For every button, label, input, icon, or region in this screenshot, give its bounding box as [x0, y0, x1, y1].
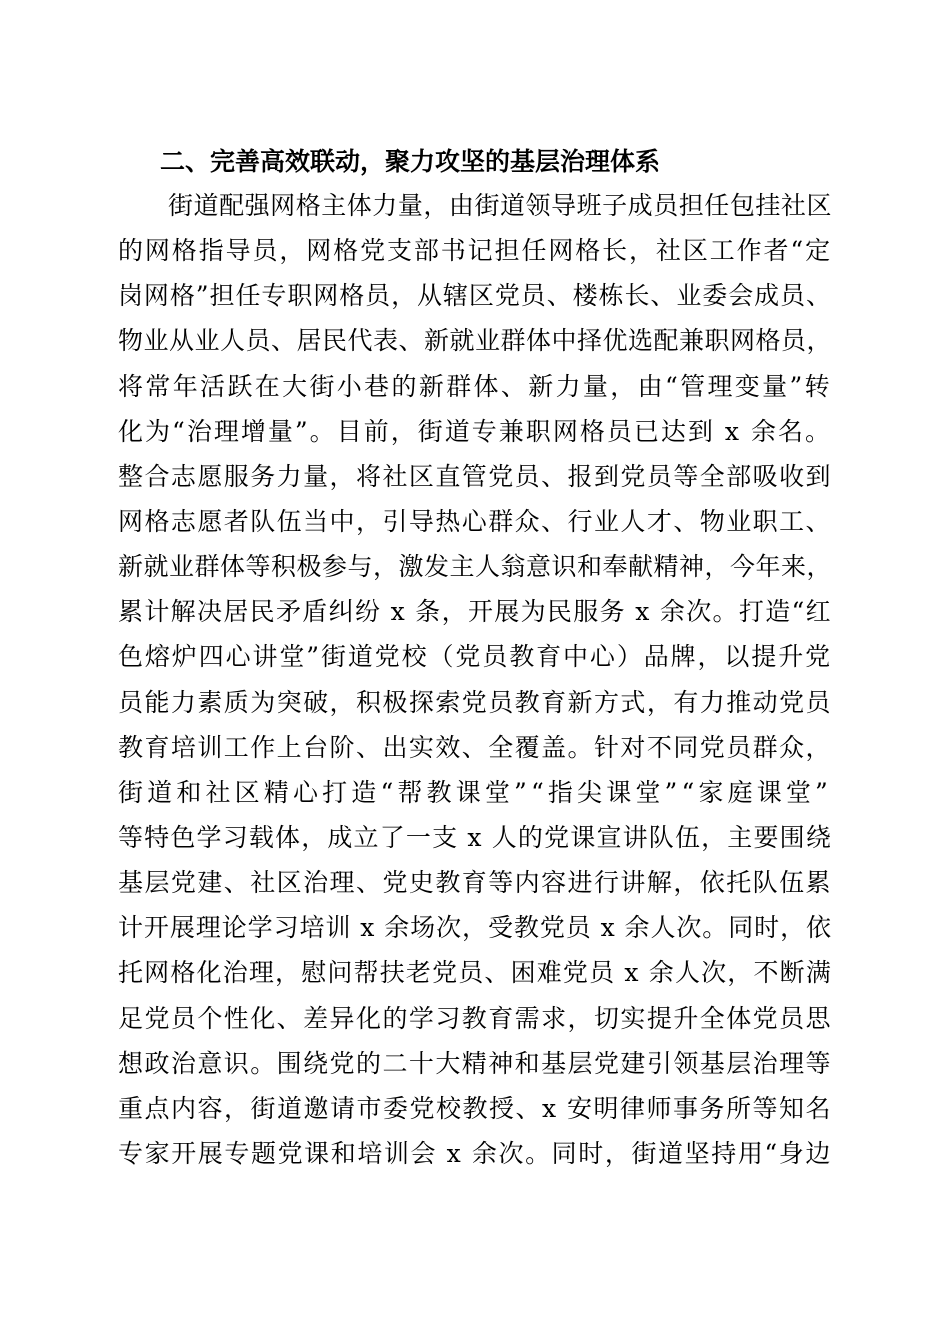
text-line: 网格志愿者队伍当中，引导热心群众、行业人才、物业职工、 — [118, 506, 832, 536]
text-line: 整合志愿服务力量，将社区直管党员、报到党员等全部吸收到 — [118, 461, 832, 491]
section-heading: 二、完善高效联动，聚力攻坚的基层治理体系 — [160, 147, 661, 176]
text-line: 新就业群体等积极参与，激发主人翁意识和奉献精神，今年来， — [118, 552, 832, 582]
text-line: 岗网格”担任专职网格员，从辖区党员、楼栋长、业委会成员、 — [118, 281, 832, 311]
body-paragraph — [118, 183, 832, 1176]
text-line: 教育培训工作上台阶、出实效、全覆盖。针对不同党员群众， — [118, 732, 832, 762]
text-line: 街道和社区精心打造“帮教课堂”“指尖课堂”“家庭课堂” — [118, 777, 832, 807]
text-line: 物业从业人员、居民代表、新就业群体中择优选配兼职网格员， — [118, 326, 832, 356]
text-line: 重点内容，街道邀请市委党校教授、x 安明律师事务所等知名 — [118, 1093, 832, 1123]
text-line: 托网格化治理，慰问帮扶老党员、困难党员 x 余人次，不断满 — [118, 958, 832, 988]
text-line: 足党员个性化、差异化的学习教育需求，切实提升全体党员思 — [118, 1003, 832, 1033]
text-line: 基层党建、社区治理、党史教育等内容进行讲解，依托队伍累 — [118, 868, 832, 898]
text-line: 将常年活跃在大街小巷的新群体、新力量，由“管理变量”转 — [118, 371, 832, 401]
text-line: 化为“治理增量”。目前，街道专兼职网格员已达到 x 余名。 — [118, 416, 832, 446]
text-line: 想政治意识。围绕党的二十大精神和基层党建引领基层治理等 — [118, 1048, 832, 1078]
text-line: 街道配强网格主体力量，由街道领导班子成员担任包挂社区 — [168, 191, 832, 220]
text-line: 的网格指导员，网格党支部书记担任网格长，社区工作者“定 — [118, 236, 832, 266]
text-line: 计开展理论学习培训 x 余场次，受教党员 x 余人次。同时，依 — [118, 913, 832, 943]
text-line: 员能力素质为突破，积极探索党员教育新方式，有力推动党员 — [118, 687, 832, 717]
text-line: 专家开展专题党课和培训会 x 余次。同时，街道坚持用“身边 — [118, 1138, 832, 1168]
text-line: 累计解决居民矛盾纠纷 x 条，开展为民服务 x 余次。打造“红 — [118, 597, 832, 627]
text-line: 等特色学习载体，成立了一支 x 人的党课宣讲队伍，主要围绕 — [118, 822, 832, 852]
text-line: 色熔炉四心讲堂”街道党校（党员教育中心）品牌，以提升党 — [118, 642, 832, 672]
